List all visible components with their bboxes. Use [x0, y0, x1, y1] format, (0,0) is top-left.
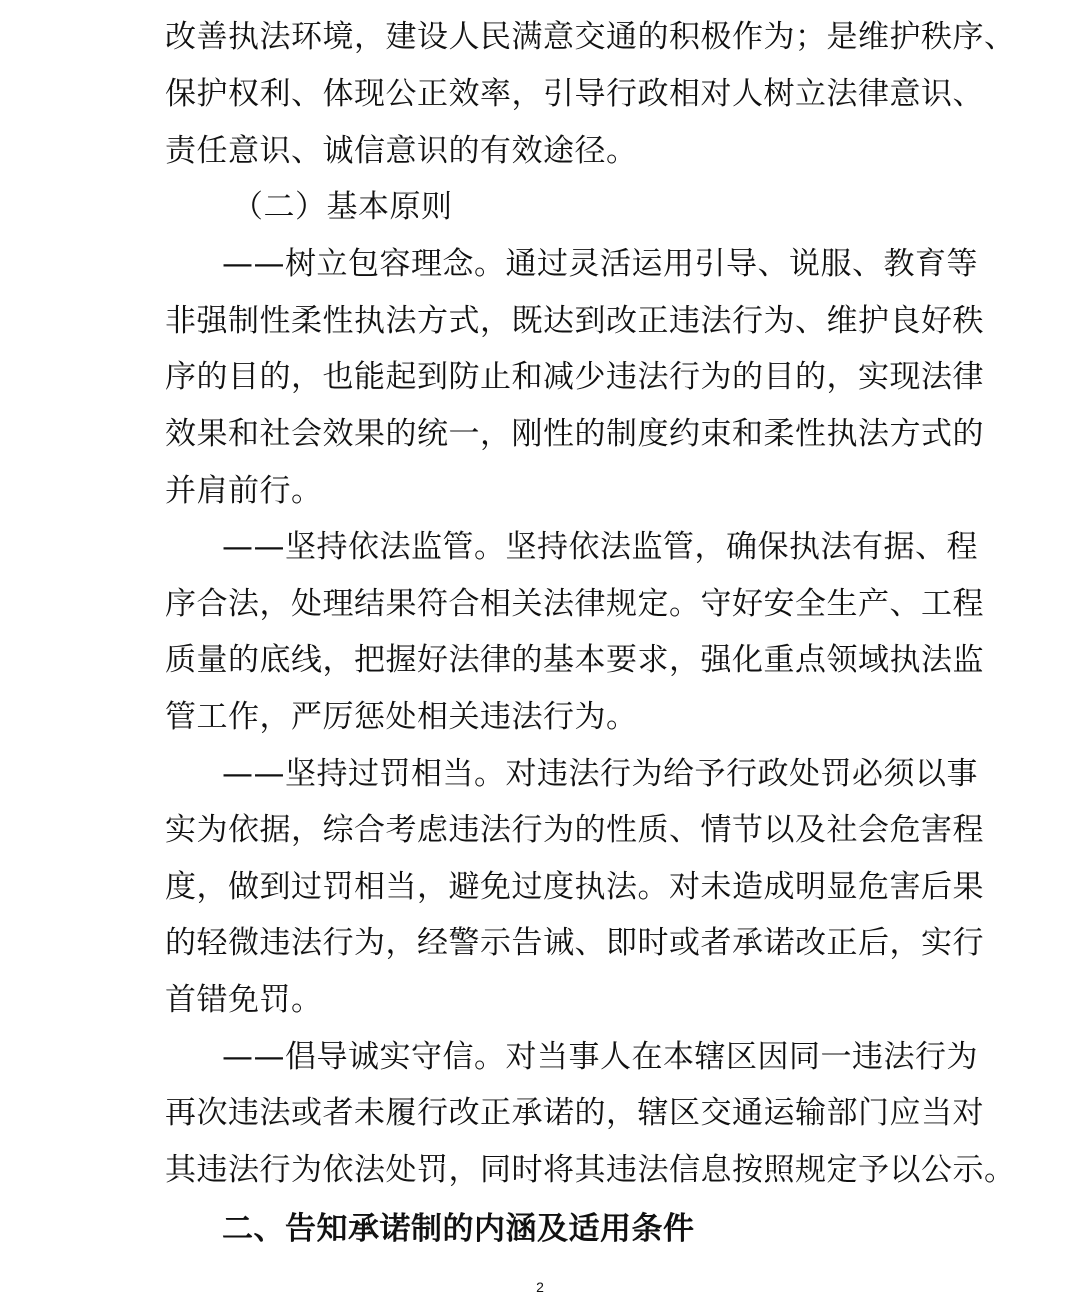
- text-line-19: ——倡导诚实守信。对当事人在本辖区因同一违法行为: [222, 1039, 978, 1075]
- text-line-5: ——树立包容理念。通过灵活运用引导、说服、教育等: [222, 246, 978, 282]
- text-line-20: 再次违法或者未履行改正承诺的，辖区交通运输部门应当对: [165, 1095, 984, 1131]
- text-line-10: ——坚持依法监管。坚持依法监管，确保执法有据、程: [222, 529, 978, 565]
- text-line-18: 首错免罚。: [165, 982, 323, 1018]
- text-line-12: 质量的底线，把握好法律的基本要求，强化重点领域执法监: [165, 642, 984, 678]
- text-line-15: 实为依据，综合考虑违法行为的性质、情节以及社会危害程: [165, 812, 984, 848]
- page-number: 2: [536, 1279, 544, 1295]
- text-line-6: 非强制性柔性执法方式，既达到改正违法行为、维护良好秩: [165, 303, 984, 339]
- section-heading-basic-principles: （二）基本原则: [232, 189, 453, 225]
- text-line-13: 管工作，严厉惩处相关违法行为。: [165, 699, 638, 735]
- text-line-16: 度，做到过罚相当，避免过度执法。对未造成明显危害后果: [165, 869, 984, 905]
- text-line-1: 改善执法环境，建设人民满意交通的积极作为；是维护秩序、: [165, 19, 1016, 55]
- section-heading-notification-commitment: 二、告知承诺制的内涵及适用条件: [222, 1211, 695, 1247]
- text-line-14: ——坚持过罚相当。对违法行为给予行政处罚必须以事: [222, 756, 978, 792]
- text-line-17: 的轻微违法行为，经警示告诫、即时或者承诺改正后，实行: [165, 925, 984, 961]
- text-line-3: 责任意识、诚信意识的有效途径。: [165, 133, 638, 169]
- text-line-7: 序的目的，也能起到防止和减少违法行为的目的，实现法律: [165, 359, 984, 395]
- text-line-21: 其违法行为依法处罚，同时将其违法信息按照规定予以公示。: [165, 1152, 1016, 1188]
- text-line-2: 保护权利、体现公正效率，引导行政相对人树立法律意识、: [165, 76, 984, 112]
- text-line-11: 序合法，处理结果符合相关法律规定。守好安全生产、工程: [165, 586, 984, 622]
- text-line-9: 并肩前行。: [165, 473, 323, 509]
- text-line-8: 效果和社会效果的统一，刚性的制度约束和柔性执法方式的: [165, 416, 984, 452]
